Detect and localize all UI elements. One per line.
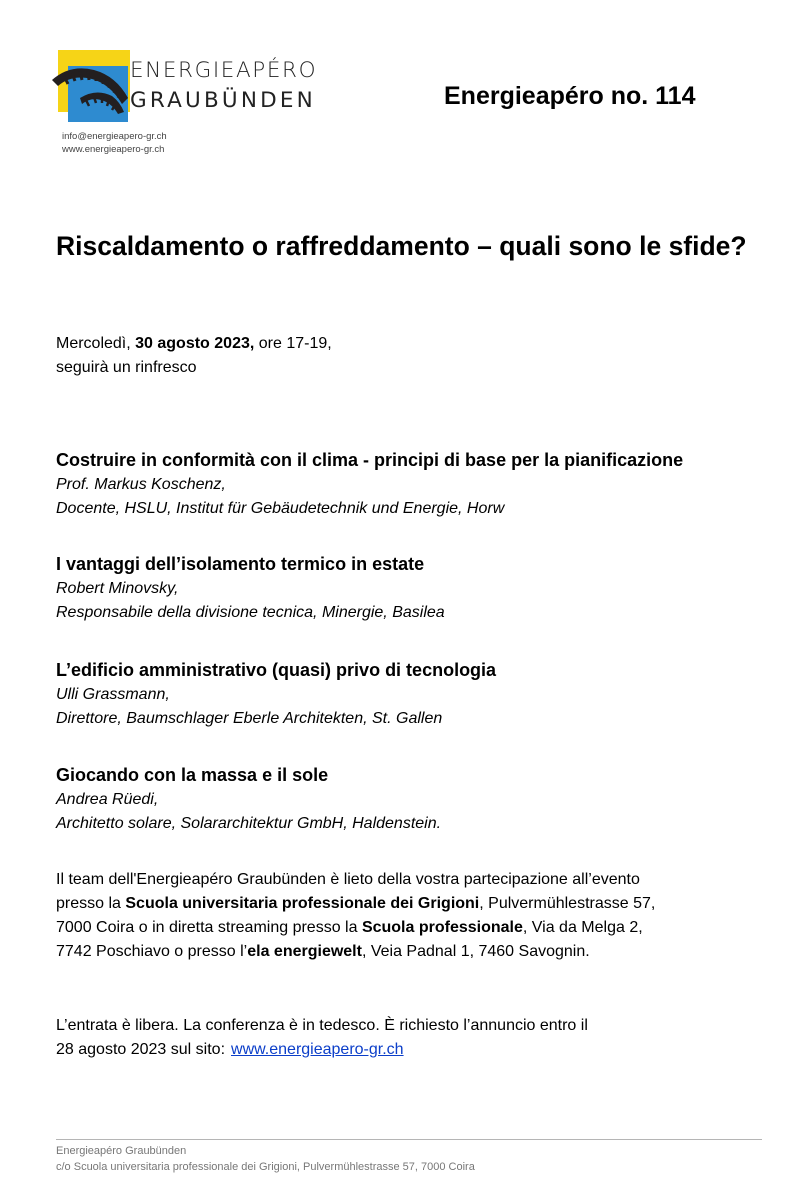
venue-name: Scuola universitaria professionale dei Grigioni bbox=[125, 895, 480, 912]
registration-line: L’entrata è libera. La conferenza è in tedesco. È richiesto l’annuncio entro il bbox=[56, 1017, 588, 1034]
contact-website[interactable]: www.energieapero-gr.ch bbox=[62, 144, 165, 155]
registration-paragraph bbox=[56, 1014, 776, 1062]
talk-item bbox=[56, 657, 776, 731]
talk-role: Direttore, Baumschlager Eberle Architekten, St. Gallen bbox=[56, 710, 443, 727]
contact-info bbox=[62, 130, 167, 156]
talk-item bbox=[56, 551, 776, 625]
footer-line1: Energieapéro Graubünden bbox=[56, 1145, 187, 1157]
event-date bbox=[56, 332, 332, 380]
venue-name: Scuola professionale bbox=[361, 919, 523, 936]
text: , Via da Melga 2, bbox=[522, 919, 643, 936]
registration-link[interactable]: www.energieapero-gr.ch bbox=[231, 1041, 404, 1058]
contact-email[interactable]: info@energieapero-gr.ch bbox=[62, 131, 167, 142]
page-title: Riscaldamento o raffreddamento – quali sono le sfide? bbox=[56, 231, 747, 261]
invitation-line bbox=[56, 940, 776, 964]
date-suffix: ore 17-19, bbox=[254, 335, 332, 352]
text: 28 agosto 2023 sul sito: bbox=[56, 1041, 226, 1058]
text: 7742 Poschiavo o presso l’ bbox=[56, 943, 248, 960]
talk-role: Docente, HSLU, Institut für Gebäudetechnik und Energie, Horw bbox=[56, 500, 505, 517]
talk-speaker: Prof. Markus Koschenz, bbox=[56, 476, 226, 493]
invitation-paragraph bbox=[56, 868, 776, 964]
invitation-line bbox=[56, 916, 776, 940]
date-prefix: Mercoledì, bbox=[56, 335, 136, 352]
text: 7000 Coira o in diretta streaming presso la bbox=[56, 919, 362, 936]
talk-speaker: Robert Minovsky, bbox=[56, 580, 179, 597]
date-bold: 30 agosto 2023, bbox=[135, 335, 255, 352]
event-date-line1 bbox=[56, 332, 332, 356]
text: presso la bbox=[56, 895, 126, 912]
talk-item bbox=[56, 447, 776, 521]
brand-name-line1: ENERGIEAPÉRO bbox=[130, 58, 318, 83]
footer-divider bbox=[56, 1139, 762, 1140]
text: , Pulvermühlestrasse 57, bbox=[479, 895, 656, 912]
invitation-line bbox=[56, 892, 776, 916]
brand-name-line2: GRAUBÜNDEN bbox=[130, 88, 316, 113]
event-number: Energieapéro no. 114 bbox=[444, 82, 696, 110]
talk-speaker: Andrea Rüedi, bbox=[56, 791, 159, 808]
talk-item bbox=[56, 762, 776, 836]
talk-title: Giocando con la massa e il sole bbox=[56, 765, 329, 785]
talk-title: I vantaggi dell’isolamento termico in estate bbox=[56, 554, 425, 574]
talk-title: L’edificio amministrativo (quasi) privo di tecnologia bbox=[56, 660, 497, 680]
invitation-line: Il team dell'Energieapéro Graubünden è lieto della vostra partecipazione all’evento bbox=[56, 871, 640, 888]
event-date-line2: seguirà un rinfresco bbox=[56, 359, 197, 376]
text: , Veia Padnal 1, 7460 Savognin. bbox=[361, 943, 590, 960]
talk-role: Responsabile della divisione tecnica, Minergie, Basilea bbox=[56, 604, 445, 621]
footer-line2: c/o Scuola universitaria professionale dei Grigioni, Pulvermühlestrasse 57, 7000 Coira bbox=[56, 1161, 475, 1173]
talk-title: Costruire in conformità con il clima - principi di base per la pianificazione bbox=[56, 450, 684, 470]
talk-role: Architetto solare, Solararchitektur GmbH, Haldenstein. bbox=[56, 815, 442, 832]
registration-line bbox=[56, 1038, 776, 1062]
venue-name: ela energiewelt bbox=[247, 943, 362, 960]
footer bbox=[56, 1143, 475, 1175]
talk-speaker: Ulli Grassmann, bbox=[56, 686, 170, 703]
